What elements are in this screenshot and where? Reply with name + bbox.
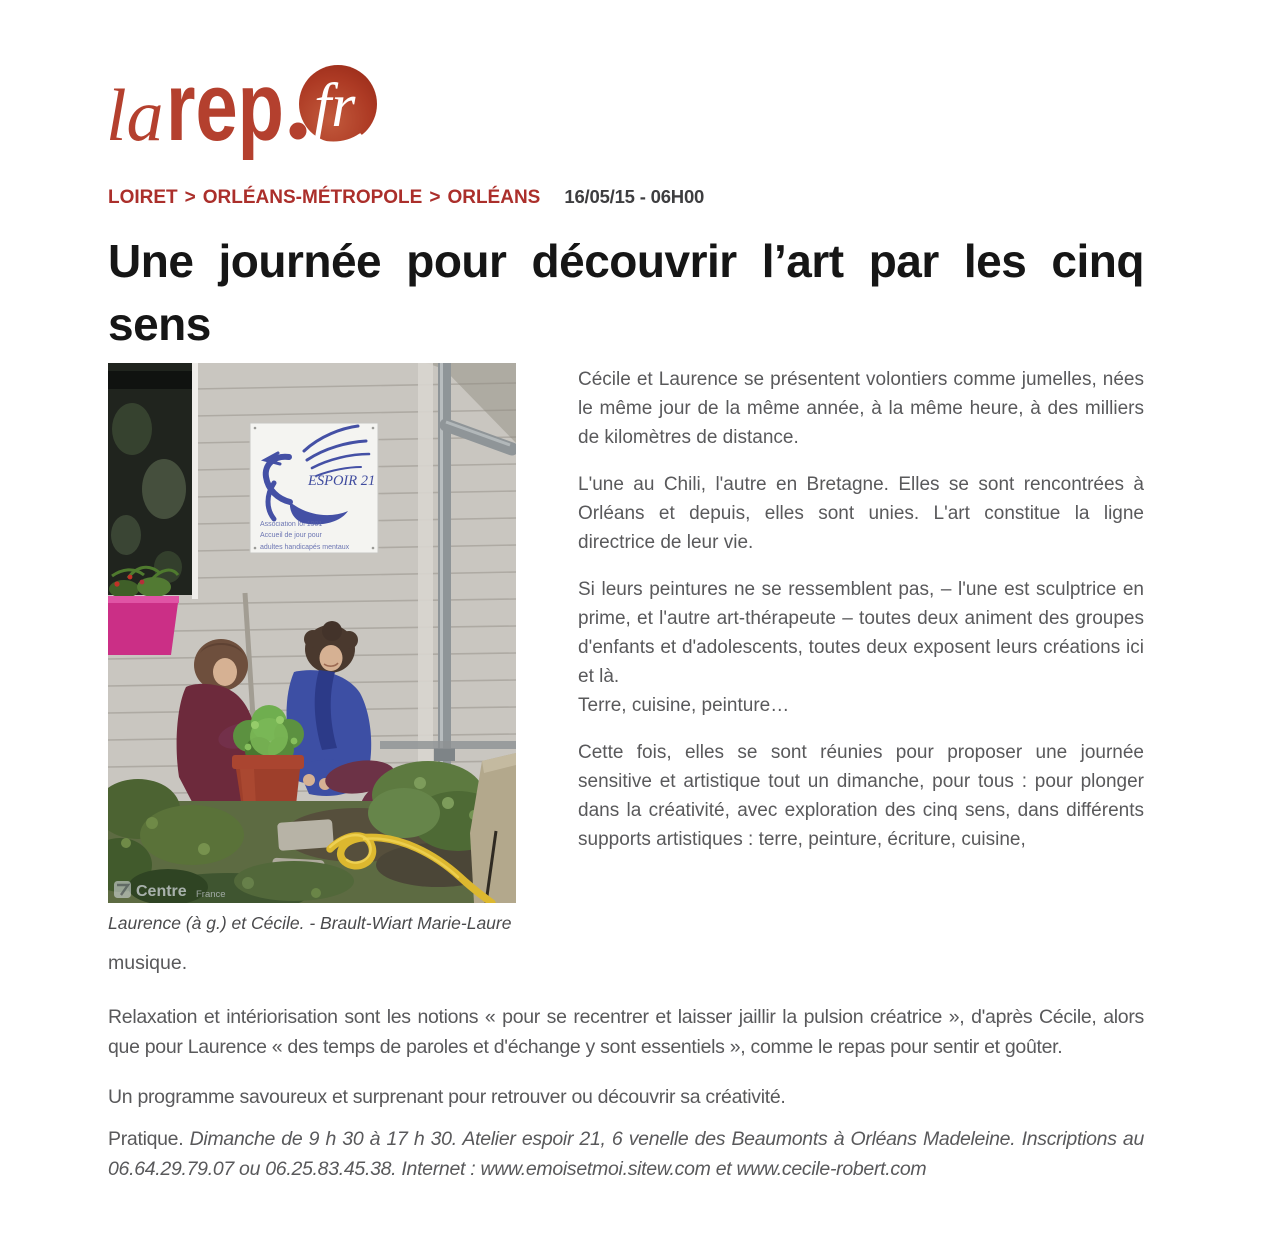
sign-line1: Association loi 1901 bbox=[260, 521, 323, 528]
article-body-top bbox=[108, 363, 1144, 934]
publish-datetime: 16/05/15 - 06H00 bbox=[564, 186, 705, 207]
logo-fr: fr bbox=[314, 72, 356, 140]
paragraph: Cécile et Laurence se présentent volontiers comme jumelles, nées le même jour de la même année, à la même heure, à des milliers de kilomètres de distance. bbox=[578, 369, 1144, 448]
breadcrumb-item-orleans-metropole[interactable]: ORLÉANS-MÉTROPOLE bbox=[202, 187, 423, 208]
sign-line3: adultes handicapés mentaux bbox=[260, 544, 350, 551]
paragraph: Relaxation et intériorisation sont les notions « pour se recentrer et laisser jaillir la pulsion créatrice », d'après Cécile, alors que pour Laurence « des temps de paroles et d'échange y sont essentiels », comme le repas pour sentir et goûter. bbox=[108, 1006, 1144, 1058]
paragraph-text: Si leurs peintures ne se ressemblent pas, – l'une est sculptrice en prime, et l'autre art-thérapeute – toutes deux animent des groupes d'enfants et d'adolescents, toutes deux exposent leurs créations ici et là. bbox=[578, 579, 1144, 687]
photo-caption: Laurence (à g.) et Cécile. - Brault-Wiart Marie-Laure bbox=[108, 913, 512, 933]
logo-la: la bbox=[106, 75, 164, 157]
paragraph bbox=[578, 575, 1144, 720]
article-title: Une journée pour découvrir l’art par les cinq sens bbox=[108, 235, 1144, 350]
breadcrumb-item-loiret[interactable]: LOIRET bbox=[108, 187, 178, 208]
paragraph-continuation: musique. bbox=[108, 952, 188, 974]
breadcrumb-separator: > bbox=[184, 187, 196, 208]
sign-line2: Accueil de jour pour bbox=[260, 532, 322, 539]
practical-info-paragraph bbox=[108, 1124, 1144, 1184]
breadcrumb-separator: > bbox=[429, 187, 441, 208]
practical-label: Pratique. bbox=[108, 1128, 184, 1150]
watermark-main-text: Centre bbox=[136, 883, 187, 900]
window bbox=[108, 363, 198, 599]
breadcrumb bbox=[108, 186, 1144, 206]
paragraph: L'une au Chili, l'autre en Bretagne. Elles se sont rencontrées à Orléans et depuis, elles sont unies. L'art constitue la ligne directrice de leur vie. bbox=[578, 474, 1144, 553]
site-logo[interactable] bbox=[104, 60, 404, 160]
breadcrumb-item-orleans[interactable]: ORLÉANS bbox=[447, 187, 541, 208]
article-text-column bbox=[578, 365, 1144, 854]
sign-title-text: ESPOIR 21 bbox=[308, 473, 376, 489]
paragraph-text: Terre, cuisine, peinture… bbox=[578, 695, 790, 716]
espoir21-sign bbox=[250, 423, 378, 553]
logo-rep: rep bbox=[166, 60, 284, 160]
logo-dot bbox=[290, 123, 307, 140]
paragraph: Cette fois, elles se sont réunies pour proposer une journée sensitive et artistique tout un dimanche, pour tous : pour plonger dans la créativité, avec exploration des cinq sens, dans différents supports artistiques : terre, peinture, écriture, cuisine, bbox=[578, 742, 1144, 850]
article-photo[interactable] bbox=[108, 363, 516, 903]
paragraph: Un programme savoureux et surprenant pour retrouver ou découvrir sa créativité. bbox=[108, 1086, 786, 1108]
practical-text: Dimanche de 9 h 30 à 17 h 30. Atelier espoir 21, 6 venelle des Beaumonts à Orléans Madeleine. Inscriptions au 06.64.29.79.07 ou 06.25.83.45.38. Internet : www.emoisetmoi.sitew.com et www.cecile-robert.com bbox=[108, 1128, 1144, 1180]
watermark-sub-text: France bbox=[196, 889, 226, 900]
article-figure bbox=[108, 363, 516, 934]
